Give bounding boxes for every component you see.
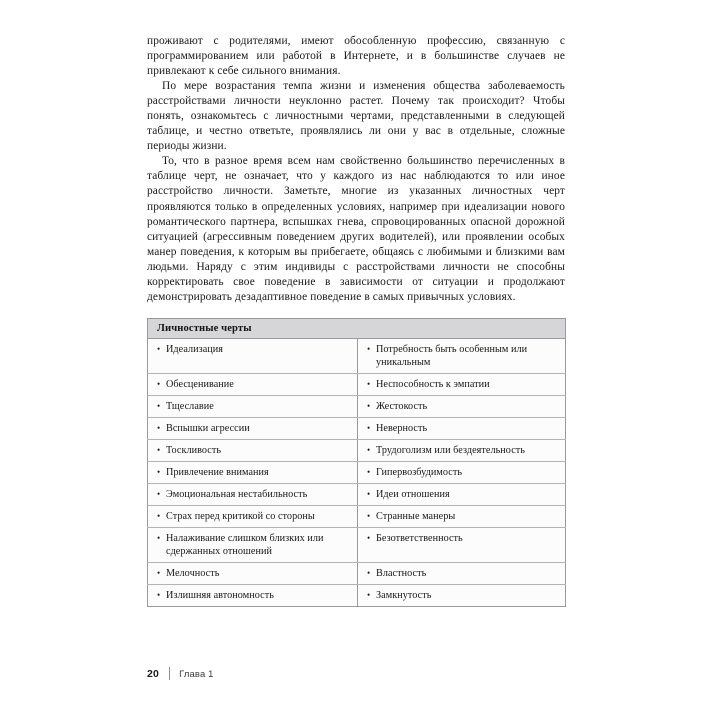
bullet-icon: •: [367, 466, 371, 477]
table-cell-left: [148, 527, 358, 562]
bullet-icon: •: [367, 422, 371, 433]
trait-label: Эмоциональная нестабильность: [166, 488, 308, 500]
trait-label: Идеи отношения: [376, 488, 450, 500]
footer-divider: [169, 667, 170, 680]
table-cell-left: [148, 373, 358, 395]
table-cell-left: [148, 395, 358, 417]
table-header: [148, 318, 566, 338]
bullet-icon: •: [157, 589, 161, 600]
table-cell-left: [148, 483, 358, 505]
bullet-icon: •: [367, 567, 371, 578]
bullet-icon: •: [157, 378, 161, 389]
bullet-icon: •: [157, 532, 161, 543]
bullet-icon: •: [367, 378, 371, 389]
bullet-icon: •: [367, 589, 371, 600]
table-cell-right: [358, 395, 566, 417]
bullet-icon: •: [157, 466, 161, 477]
bullet-icon: •: [367, 400, 371, 411]
body-paragraph-2: По мере возрастания темпа жизни и изменения общества заболеваемость расстройствами личности неуклонно растет. Почему так происходит? Чтобы понять, ознакомьтесь с личностными чертами, представленными в следующей таблице, и честно ответьте, проявлялись ли они у вас в отдельные, сложные периоды жизни.: [147, 80, 565, 153]
table-row: [148, 338, 566, 373]
bullet-icon: •: [367, 510, 371, 521]
trait-label: Властность: [376, 567, 427, 579]
bullet-icon: •: [157, 400, 161, 411]
trait-label: Трудоголизм или бездеятельность: [376, 444, 525, 456]
table-cell-right: [358, 584, 566, 606]
page-number: 20: [147, 667, 160, 680]
table-cell-right: [358, 373, 566, 395]
bullet-icon: •: [157, 488, 161, 499]
bullet-icon: •: [157, 444, 161, 455]
bullet-icon: •: [367, 532, 371, 543]
bullet-icon: •: [367, 343, 371, 354]
table-cell-left: [148, 562, 358, 584]
table-cell-left: [148, 417, 358, 439]
trait-label: Вспышки агрессии: [166, 422, 250, 434]
table-row: [148, 483, 566, 505]
table-cell-left: [148, 505, 358, 527]
bullet-icon: •: [367, 488, 371, 499]
table-row: [148, 527, 566, 562]
bullet-icon: •: [367, 444, 371, 455]
table-row: [148, 461, 566, 483]
table-row: [148, 562, 566, 584]
table-header-row: [148, 318, 566, 338]
table-row: [148, 439, 566, 461]
table-cell-right: [358, 483, 566, 505]
trait-label: Безответственность: [376, 532, 463, 544]
table-cell-left: [148, 584, 358, 606]
chapter-label: Глава 1: [179, 668, 214, 679]
trait-label: Странные манеры: [376, 510, 456, 522]
bullet-icon: •: [157, 567, 161, 578]
table-row: [148, 417, 566, 439]
page-content: [147, 34, 565, 607]
table-header-title: Личностные черты: [148, 318, 566, 338]
table-cell-right: [358, 439, 566, 461]
table-cell-left: [148, 461, 358, 483]
body-paragraph-1: проживают с родителями, имеют обособленную профессию, связанную с программированием или работой в Интернете, и в большинстве случаев не привлекают к себе сильного внимания.: [147, 35, 565, 78]
personality-traits-table: [147, 318, 566, 607]
trait-label: Мелочность: [166, 567, 220, 579]
table-cell-right: [358, 417, 566, 439]
trait-label: Идеализация: [166, 343, 224, 355]
table-cell-right: [358, 461, 566, 483]
trait-label: Налаживание слишком близких или сдержанных отношений: [166, 532, 324, 557]
trait-label: Тщеславие: [166, 400, 214, 412]
bullet-icon: •: [157, 510, 161, 521]
trait-label: Привлечение внимания: [166, 466, 269, 478]
trait-label: Гипервозбудимость: [376, 466, 463, 478]
trait-label: Неспособность к эмпатии: [376, 378, 490, 390]
table-row: [148, 373, 566, 395]
trait-label: Тоскливость: [166, 444, 222, 456]
trait-label: Неверность: [376, 422, 428, 434]
body-paragraph-3: То, что в разное время всем нам свойственно большинство перечисленных в таблице черт, не означает, что у каждого из нас наблюдаются то или иное расстройство личности. Заметьте, многие из указанных личностных черт проявляются только в определенных условиях, например при идеализации нового романтического партнера, вспышках гнева, спровоцированных опасной дорожной ситуацией (агрессивным поведением других водителей), или проявлении особых манер поведения, к которым вы прибегаете, общаясь с любимыми и близкими вам людьми. Наряду с этим индивиды с расстройствами личности не способны корректировать свое поведение в зависимости от ситуации и продолжают демонстрировать дезадаптивное поведение в самых привычных условиях.: [147, 155, 565, 303]
table-body: [148, 338, 566, 606]
trait-label: Страх перед критикой со стороны: [166, 510, 315, 522]
table-row: [148, 584, 566, 606]
table-cell-left: [148, 439, 358, 461]
trait-label: Обесценивание: [166, 378, 234, 390]
trait-label: Жестокость: [376, 400, 428, 412]
table-cell-right: [358, 562, 566, 584]
table-cell-right: [358, 527, 566, 562]
trait-label: Излишняя автономность: [166, 589, 274, 601]
trait-label: Замкнутость: [376, 589, 432, 601]
table-cell-right: [358, 505, 566, 527]
bullet-icon: •: [157, 343, 161, 354]
bullet-icon: •: [157, 422, 161, 433]
page-footer: [147, 667, 214, 680]
trait-label: Потребность быть особенным или уникальным: [376, 343, 528, 368]
table-row: [148, 395, 566, 417]
table-cell-left: [148, 338, 358, 373]
table-row: [148, 505, 566, 527]
table-cell-right: [358, 338, 566, 373]
